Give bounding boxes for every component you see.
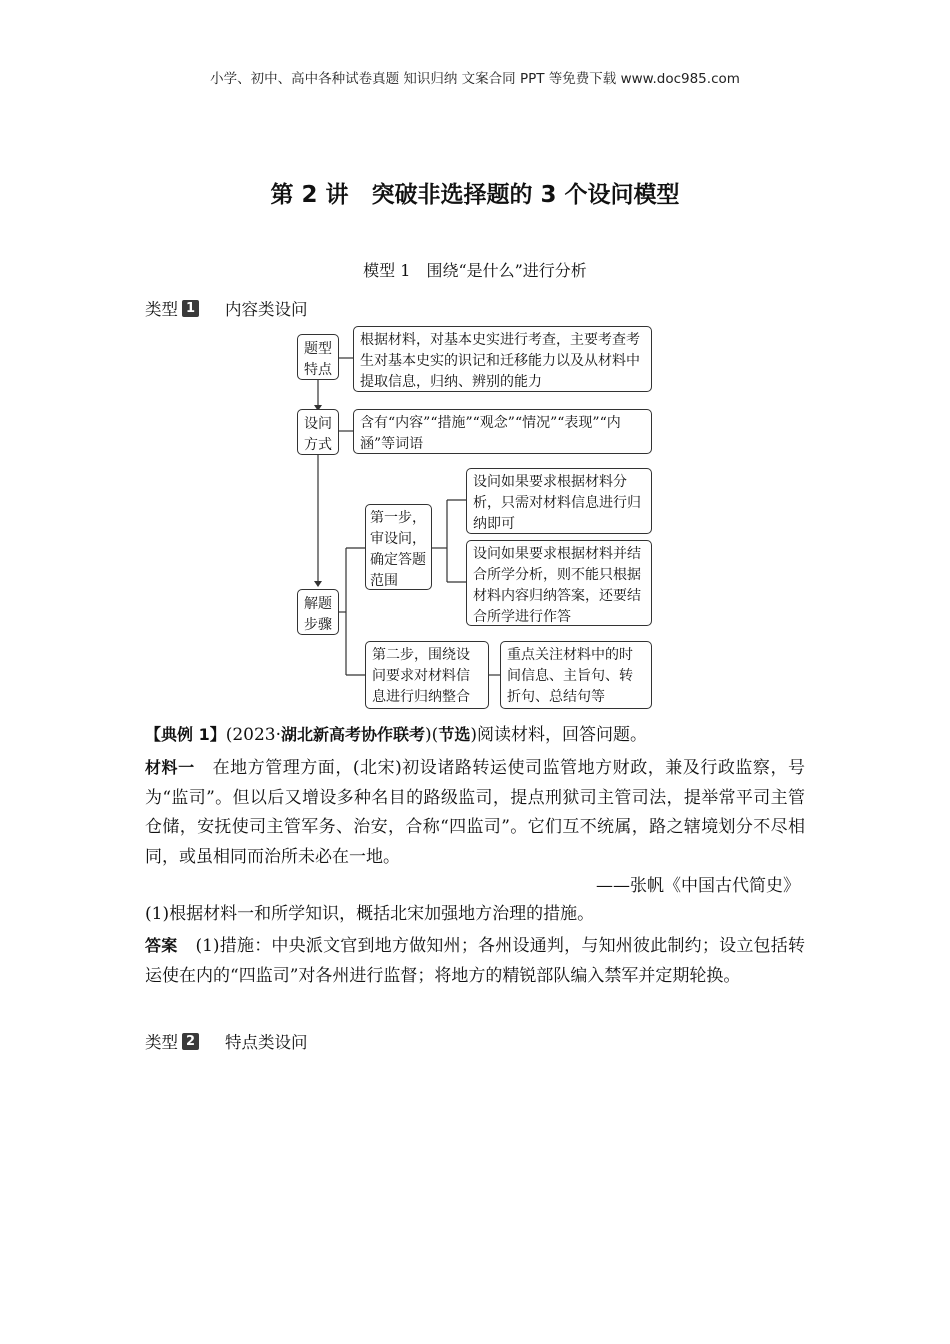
answer-label: 答案: [145, 936, 178, 955]
lecture-title: 第 2 讲 突破非选择题的 3 个设问模型: [270, 182, 680, 208]
example-heading: [145, 720, 805, 751]
site-header: 小学、初中、高中各种试卷真题 知识归纳 文案合同 PPT 等免费下载 www.doc985.com: [210, 71, 740, 87]
example-instruction: )阅读材料，回答问题。: [470, 725, 647, 745]
question-1: (1)根据材料一和所学知识，概括北宋加强地方治理的措施。: [145, 904, 595, 924]
step1-desc-a: 设问如果要求根据材料分析，只需对材料信息进行归纳即可: [466, 468, 652, 534]
material-source: ——张帆《中国古代简史》: [596, 876, 800, 896]
example-source: 湖北新高考协作联考: [281, 725, 426, 744]
model-heading: 模型 1 围绕“是什么”进行分析: [363, 261, 587, 280]
step2-box: 第二步，围绕设问要求对材料信息进行归纳整合: [365, 641, 489, 709]
type2-label: 特点类设问: [225, 1033, 308, 1052]
type2-prefix: 类型: [145, 1033, 178, 1052]
example-label: 【典例 1】: [145, 725, 226, 744]
step1-box: 第一步，审设问，确定答题范围: [365, 504, 432, 590]
material-text: 在地方管理方面，(北宋)初设诸路转运使司监管地方财政，兼及行政监察，号为“监司”。但以后又增设多种名目的路级监司，提点刑狱司主管司法，提举常平司主管仓储，安抚使司主管军务、治安，合称“四监司”。它们互不统属，路之辖境划分不尽相同，或虽相同而治所未必在一地。: [145, 758, 805, 867]
node-tixing: 题型特点: [297, 334, 339, 380]
desc-shewen: 含有“内容”“措施”“观念”“情况”“表现”“内涵”等词语: [353, 409, 652, 454]
arrowhead-icon: [314, 581, 322, 587]
step1-desc-b: 设问如果要求根据材料并结合所学分析，则不能只根据材料内容归纳答案，还要结合所学进行作答: [466, 540, 652, 626]
material-label: 材料一: [145, 758, 195, 777]
node-jieti: 解题步骤: [297, 589, 339, 635]
example-year: (2023·: [225, 725, 282, 745]
example-close: )(: [425, 725, 439, 745]
answer-text: (1)措施：中央派文官到地方做知州；各州设通判，与知州彼此制约；设立包括转运使在内的“四监司”对各州进行监督；将地方的精锐部队编入禁军并定期轮换。: [145, 936, 805, 986]
answer-paragraph: [145, 931, 805, 991]
number-badge-icon: 1: [182, 300, 199, 317]
type2-heading: [145, 1029, 308, 1053]
type1-prefix: 类型: [145, 300, 178, 319]
number-badge-icon: 2: [182, 1033, 199, 1050]
step2-desc: 重点关注材料中的时间信息、主旨句、转折句、总结句等: [500, 641, 652, 709]
node-shewen: 设问方式: [297, 409, 339, 455]
example-tag: 节选: [438, 725, 471, 744]
material-paragraph: [145, 753, 805, 872]
desc-tixing: 根据材料，对基本史实进行考查，主要考查考生对基本史实的识记和迁移能力以及从材料中提取信息，归纳、辨别的能力: [353, 326, 652, 392]
type1-label: 内容类设问: [225, 300, 308, 319]
